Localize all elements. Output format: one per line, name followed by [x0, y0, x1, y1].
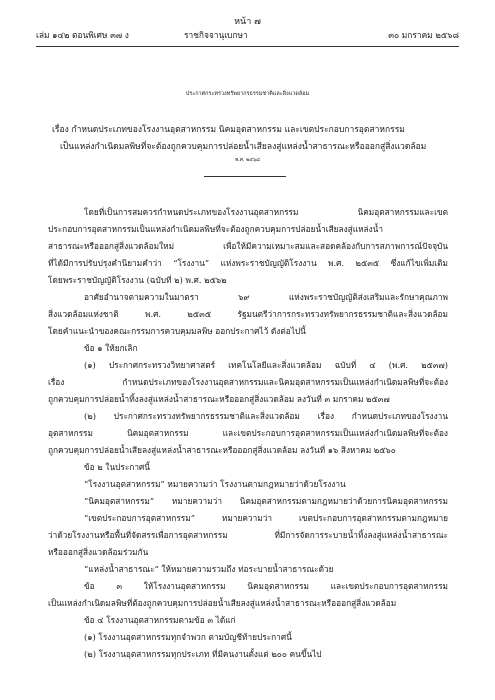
definition-line: “เขตประกอบการอุตสาหกรรม” หมายความว่า เขตประกอบการอุตสาหกรรมตามกฎหมาย: [84, 513, 448, 523]
body-line: เป็นแหล่งกำเนิดมลพิษที่ต้องถูกควบคุมการปล่อยน้ำเสียลงสู่แหล่งน้ำสาธารณะหรือออกสู่สิ่งแวดล้อม: [48, 598, 397, 608]
clause-heading: ข้อ ๒ ในประกาศนี้: [84, 462, 150, 472]
body-line: ว่าด้วยโรงงานหรือพื้นที่จัดสรรเพื่อการอุตสาหกรรม ที่มีการจัดการระบายน้ำทิ้งลงสู่แหล่งน้ำสาธารณะ: [48, 530, 448, 540]
body-line: ประกอบการอุตสาหกรรมเป็นแหล่งกำเนิดมลพิษที่จะต้องถูกควบคุมการปล่อยน้ำเสียลงสู่แหล่งน้ำ: [48, 224, 384, 234]
body-line: สิ่งแวดล้อมแห่งชาติ พ.ศ. ๒๕๓๕ รัฐมนตรีว่าการกระทรวงทรัพยากรธรรมชาติและสิ่งแวดล้อม: [48, 309, 448, 319]
body-line: โดยพระราชบัญญัติโรงงาน (ฉบับที่ ๒) พ.ศ. ๒๕๖๒: [48, 275, 227, 285]
document-title: ประกาศกระทรวงทรัพยากรธรรมชาติและสิ่งแวดล้อม: [185, 91, 310, 97]
list-item: (๒) โรงงานอุตสาหกรรมทุกประเภท ที่มีคนงานตั้งแต่ ๒๐๐ คนขึ้นไป: [84, 649, 322, 659]
clause-heading: ข้อ ๔ โรงงานอุตสาหกรรมตามข้อ ๓ ได้แก่: [84, 615, 236, 625]
subject-line: เป็นแหล่งกำเนิดมลพิษที่จะต้องถูกควบคุมการปล่อยน้ำเสียลงสู่แหล่งน้ำสาธารณะหรือออกสู่สิ่งแวดล้อม: [60, 142, 427, 152]
volume-info: เล่ม ๑๔๒ ตอนพิเศษ ๓๗ ง: [36, 30, 129, 40]
page-number: หน้า ๗: [234, 17, 261, 27]
body-line: เรื่อง กำหนดประเภทของโรงงานอุตสาหกรรมและนิคมอุตสาหกรรมเป็นแหล่งกำเนิดมลพิษที่จะต้อง: [48, 377, 448, 387]
body-line: โดยคำแนะนำของคณะกรรมการควบคุมมลพิษ ออกประกาศไว้ ดังต่อไปนี้: [48, 326, 306, 336]
body-line: (๒) ประกาศกระทรวงทรัพยากรธรรมชาติและสิ่งแวดล้อม เรื่อง กำหนดประเภทของโรงงาน: [84, 411, 448, 421]
clause-heading: ข้อ ๓ ให้โรงงานอุตสาหกรรม นิคมอุตสาหกรรม และเขตประกอบการอุตสาหกรรม: [84, 581, 448, 591]
body-line: อาศัยอำนาจตามความในมาตรา ๖๙ แห่งพระราชบัญญัติส่งเสริมและรักษาคุณภาพ: [84, 292, 448, 302]
body-line: ถูกควบคุมการปล่อยน้ำเสียลงสู่แหล่งน้ำสาธารณะหรือออกสู่สิ่งแวดล้อม ลงวันที่ ๑๖ สิงหาคม ๒๕๖๐: [48, 445, 396, 455]
body-line: ถูกควบคุมการปล่อยน้ำทิ้งลงสู่แหล่งน้ำสาธารณะหรือออกสู่สิ่งแวดล้อม ลงวันที่ ๓ มกราคม ๒๕๓๗: [48, 394, 390, 404]
subject-line: เรื่อง กำหนดประเภทของโรงงานอุตสาหกรรม นิคมอุตสาหกรรม และเขตประกอบการอุตสาหกรรม: [52, 125, 405, 135]
subject-year: พ.ศ. ๒๕๖๘: [235, 157, 260, 163]
body-line: สาธารณะหรือออกสู่สิ่งแวดล้อมใหม่ เพื่อให้มีความเหมาะสมและสอดคล้องกับการสภาพการณ์ปัจจุบัน: [48, 241, 448, 251]
definition-line: “แหล่งน้ำสาธารณะ” ให้หมายความรวมถึง ท่อระบายน้ำสาธารณะด้วย: [84, 564, 334, 574]
definition-line: “โรงงานอุตสาหกรรม” หมายความว่า โรงงานตามกฎหมายว่าด้วยโรงงาน: [84, 479, 346, 489]
body-line: ที่ได้มีการปรับปรุงคำนิยามคำว่า “โรงงาน” แห่งพระราชบัญญัติโรงงาน พ.ศ. ๒๕๓๕ ซึ่งแก้ไขเพิ่มเติม: [48, 258, 448, 268]
gazette-name: ราชกิจจานุเบกษา: [184, 30, 248, 40]
title-separator: [204, 176, 286, 177]
body-line: หรือออกสู่สิ่งแวดล้อมร่วมกัน: [48, 547, 149, 557]
list-item: (๑) โรงงานอุตสาหกรรมทุกจำพวก ตามบัญชีท้ายประกาศนี้: [84, 632, 292, 642]
definition-line: “นิคมอุตสาหกรรม” หมายความว่า นิคมอุตสาหกรรมตามกฎหมายว่าด้วยการนิคมอุตสาหกรรม: [84, 496, 448, 506]
body-line: โดยที่เป็นการสมควรกำหนดประเภทของโรงงานอุตสาหกรรม นิคมอุตสาหกรรมและเขต: [84, 207, 448, 217]
header-rule: [36, 46, 459, 47]
body-line: (๑) ประกาศกระทรวงวิทยาศาสตร์ เทคโนโลยีและสิ่งแวดล้อม ฉบับที่ ๔ (พ.ศ. ๒๕๓๗): [84, 360, 448, 370]
clause-heading: ข้อ ๑ ให้ยกเลิก: [84, 343, 138, 353]
publication-date: ๓๐ มกราคม ๒๕๖๘: [388, 30, 459, 40]
body-line: อุตสาหกรรม นิคมอุตสาหกรรม และเขตประกอบการอุตสาหกรรมเป็นแหล่งกำเนิดมลพิษที่จะต้อง: [48, 428, 448, 438]
